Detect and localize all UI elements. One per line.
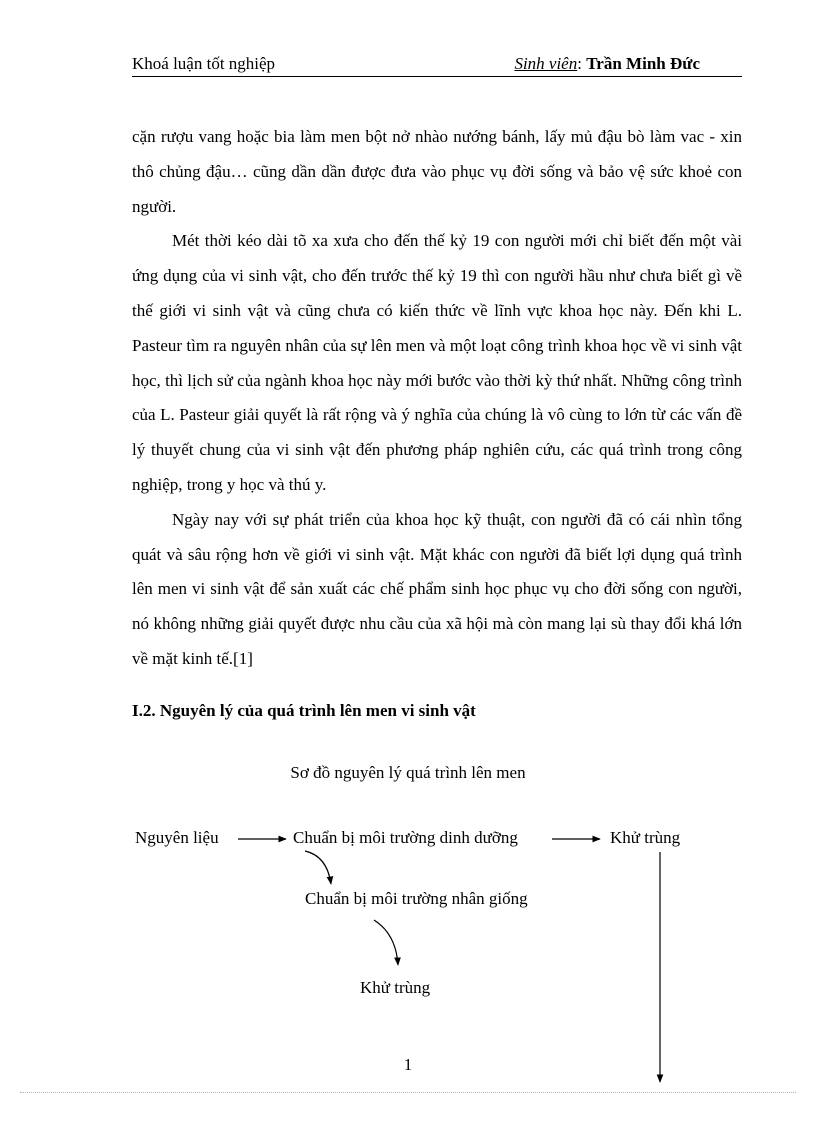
paragraph-3: Ngày nay với sự phát triển của khoa học kỹ thuật, con người đã có cái nhìn tổng quát và sâu rộng hơn về giới vi sinh vật. Mặt khác con người đã biết lợi dụng quá trình lên men vi sinh vật để sản xuất các chế phẩm sinh học phục vụ cho đời sống con người, nó không những giải quyết được nhu cầu của xã hội mà còn mang lại sù thay đổi khá lớn về mặt kinh tế.[1] — [132, 509, 742, 668]
student-name: Trần Minh Đức — [586, 54, 700, 73]
thesis-label: Khoá luận tốt nghiệp — [132, 54, 276, 73]
node-prepare-seed-medium: Chuẩn bị môi trường nhân giống — [305, 889, 528, 908]
node-sterilize-2: Khử trùng — [360, 978, 431, 997]
node-sterilize-1: Khử trùng — [610, 828, 681, 847]
page-number: 1 — [403, 1055, 413, 1074]
diagram-title: Sơ đồ nguyên lý quá trình lên men — [290, 763, 526, 782]
page-break-line — [20, 1092, 796, 1093]
node-raw-material: Nguyên liệu — [135, 828, 219, 847]
node-prepare-medium: Chuẩn bị môi trường dinh dưỡng — [293, 828, 518, 847]
arrow-seed-to-sterilize — [374, 920, 398, 965]
paragraph-1: cặn rượu vang hoặc bia làm men bột nở nhào nướng bánh, lấy mủ đậu bò làm vac - xin thô chủng đậu… cũng dần dần được đưa vào phục vụ đời sống và bảo vệ sức khoẻ con người. — [132, 127, 742, 216]
student-role-label: Sinh viên — [514, 54, 578, 73]
section-heading: I.2. Nguyên lý của quá trình lên men vi sinh vật — [132, 701, 476, 720]
arrow-prepare-to-seed — [305, 851, 331, 884]
paragraph-2: Mét thời kéo dài tõ xa xưa cho đến thế kỷ 19 con người mới chỉ biết đến một vài ứng dụng của vi sinh vật, cho đến trước thế kỷ 19 thì con người hầu như chưa biết gì về thế giới vi sinh vật và cũng chưa có kiến thức về lĩnh vực khoa học này. Đến khi L. Pasteur tìm ra nguyên nhân của sự lên men và một loạt công trình khoa học về vi sinh vật học, thì lịch sử của ngành khoa học này mới bước vào thời kỳ thứ nhất. Những công trình của L. Pasteur giải quyết là rất rộng và ý nghĩa của chúng là vô cùng to lớn từ các vấn đề lý thuyết chung của vi sinh vật đến phương pháp nghiên cứu, các quá trình trong công nghiệp, trong y học và thú y. — [132, 231, 742, 494]
header-separator: : — [577, 54, 587, 73]
